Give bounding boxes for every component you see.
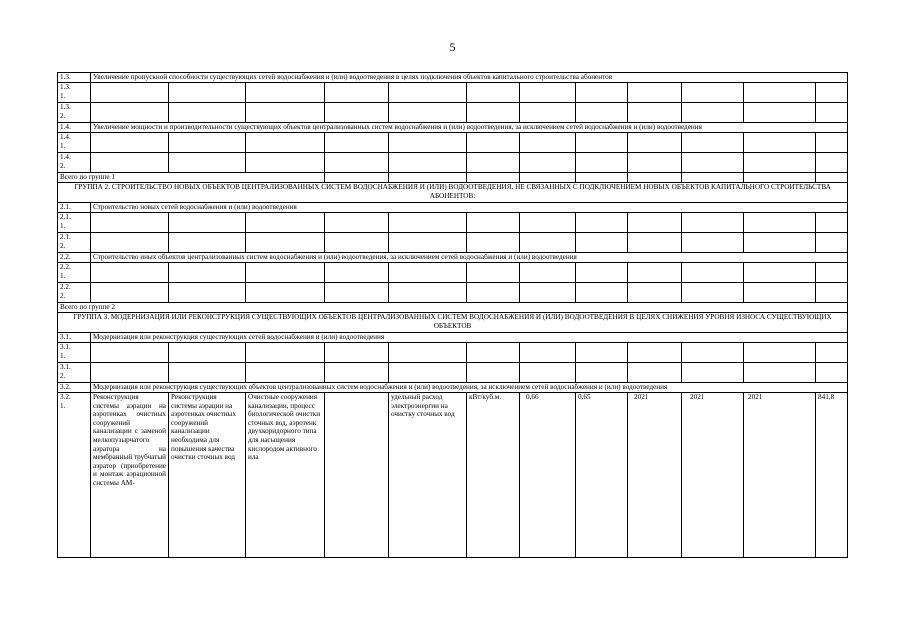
- group-heading-row: [58, 183, 848, 203]
- group-total-row: [58, 173, 848, 183]
- section-row: [58, 123, 848, 133]
- indicator-unit: кВт/куб.м.: [467, 393, 520, 558]
- indicator-name: удельный расход электроэнергии на очистку сточных вод: [389, 393, 467, 558]
- section-title: Строительство иных объектов централизованных систем водоснабжения и (или) водоотведения, за исключением сетей водоснабжения и (или) водоотведения: [91, 253, 848, 263]
- investment-table: [57, 72, 848, 558]
- row-code: 2.2. 1.: [58, 263, 91, 283]
- table-row: [58, 363, 848, 383]
- group-heading-row: [58, 313, 848, 333]
- section-title: Строительство новых сетей водоснабжения и (или) водоотведения: [91, 203, 848, 213]
- value-after: 0,65: [576, 393, 628, 558]
- section-title: Увеличение мощности и производительности существующих объектов централизованных систем водоснабжения и (или) водоотведения, за исключением сетей водоснабжения и (или) водоотведения: [91, 123, 848, 133]
- section-code: 1.4.: [58, 123, 91, 133]
- table-row: [58, 153, 848, 173]
- value-before: 0,66: [520, 393, 576, 558]
- section-row: [58, 253, 848, 263]
- section-code: 2.2.: [58, 253, 91, 263]
- page-number: 5: [449, 40, 456, 54]
- section-row: [58, 383, 848, 393]
- row-code: 2.1. 2.: [58, 233, 91, 253]
- finance-year: 2021: [744, 393, 816, 558]
- project-purpose: Реконструкция системы аэрации на аэротенках очистных сооружений канализации необходима для повышения качества очистки сточных вод: [169, 393, 246, 558]
- table-row: [58, 133, 848, 153]
- section-title: Модернизация или реконструкция существующих объектов централизованных систем водоснабжения и (или) водоотведения, за исключением сетей водоснабжения и (или) водоотведения: [91, 383, 848, 393]
- row-code: 2.2. 2.: [58, 283, 91, 303]
- section-row: [58, 333, 848, 343]
- start-year: 2021: [628, 393, 682, 558]
- section-row: [58, 73, 848, 83]
- project-location: Очистные сооружения канализации, процесс биологической очистки сточных вод, аэротенк двухкоридорного типа для насыщения кислородом активного ила: [246, 393, 325, 558]
- project-row: [58, 393, 848, 558]
- table-row: [58, 343, 848, 363]
- section-row: [58, 203, 848, 213]
- table-row: [58, 233, 848, 253]
- group-total-label: Всего по группе 1: [58, 173, 246, 183]
- row-code: 1.4. 2.: [58, 153, 91, 173]
- end-year: 2021: [682, 393, 744, 558]
- row-code: 1.3. 2.: [58, 103, 91, 123]
- table-row: [58, 103, 848, 123]
- row-code: 1.4. 1.: [58, 133, 91, 153]
- cost-value: 841,8: [816, 393, 848, 558]
- table-row: [58, 83, 848, 103]
- group-heading: ГРУППА 3. МОДЕРНИЗАЦИЯ ИЛИ РЕКОНСТРУКЦИЯ СУЩЕСТВУЮЩИХ ОБЪЕКТОВ ЦЕНТРАЛИЗОВАННЫХ СИСТЕМ ВОДОСНАБЖЕНИЯ И (ИЛИ) ВОДООТВЕДЕНИЯ В ЦЕЛЯХ СНИЖЕНИЯ УРОВНЯ ИЗНОСА СУЩЕСТВУЮЩИХ ОБЪЕКТОВ: [58, 313, 848, 333]
- row-code: 3.1. 2.: [58, 363, 91, 383]
- section-code: 3.1.: [58, 333, 91, 343]
- section-title: Модернизация или реконструкция существующих сетей водоснабжения и (или) водоотведения: [91, 333, 848, 343]
- empty-cell: [325, 393, 389, 558]
- table-row: [58, 263, 848, 283]
- project-name: Реконструкция системы аэрации на аэротенках очистных сооружений канализации с заменой мелкопузырчатого аэратора на мембранный трубчатый аэратор (приобретение и монтаж аэрационной системы АМ-: [91, 393, 169, 558]
- section-code: 3.2.: [58, 383, 91, 393]
- row-code: 3.2. 1.: [58, 393, 91, 558]
- group-total-row: [58, 303, 848, 313]
- group-total-label: Всего по группе 2: [58, 303, 848, 313]
- section-title: Увеличение пропускной способности существующих сетей водоснабжения и (или) водоотведения в целях подключения объектов капитального строительства абонентов: [91, 73, 848, 83]
- group-heading: ГРУППА 2. СТРОИТЕЛЬСТВО НОВЫХ ОБЪЕКТОВ ЦЕНТРАЛИЗОВАННЫХ СИСТЕМ ВОДОСНАБЖЕНИЯ И (ИЛИ) ВОДООТВЕДЕНИЯ, НЕ СВЯЗАННЫХ С ПОДКЛЮЧЕНИЕМ НОВЫХ ОБЪЕКТОВ КАПИТАЛЬНОГО СТРОИТЕЛЬСТВА АБОНЕНТОВ:: [58, 183, 848, 203]
- table-row: [58, 213, 848, 233]
- section-code: 2.1.: [58, 203, 91, 213]
- table-row: [58, 283, 848, 303]
- section-code: 1.3.: [58, 73, 91, 83]
- row-code: 2.1. 1.: [58, 213, 91, 233]
- row-code: 3.1. 1.: [58, 343, 91, 363]
- row-code: 1.3. 1.: [58, 83, 91, 103]
